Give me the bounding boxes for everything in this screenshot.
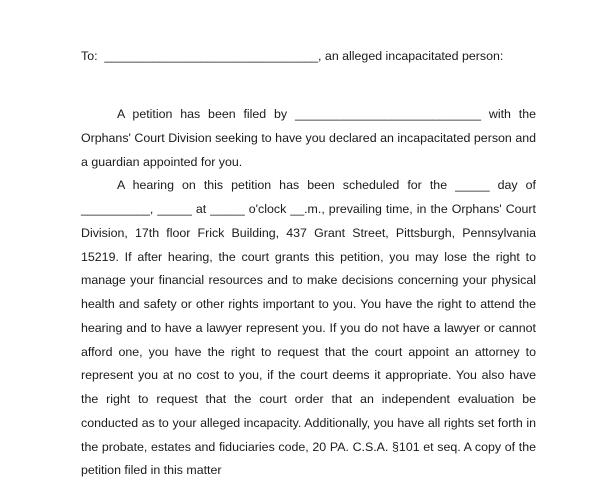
addressee-line: To: _______________________________, an alleged incapacitated person: xyxy=(81,49,504,63)
document-body xyxy=(81,103,536,483)
petition-filed-paragraph: A petition has been filed by ___________________________ with the Orphans' Court Division seeking to have you declared an incapacitated person and a guardian appointed for you. xyxy=(81,107,536,169)
hearing-paragraph: A hearing on this petition has been scheduled for the _____ day of __________, _____ at _____ o'clock __.m., prevailing time, in the Orphans' Court Division, 17th floor Frick Building, 437 Grant Street, Pittsburgh, Pennsylvania 15219. If after hearing, the court grants this petition, you may lose the right to manage your financial resources and to make decisions concerning your physical health and safety or other rights important to you. You have the right to attend the hearing and to have a lawyer represent you. If you do not have a lawyer or cannot afford one, you have the right to request that the court appoint an attorney to represent you at no cost to you, if the court deems it appropriate. You also have the right to request that the court order that an independent evaluation be conducted as to your alleged incapacity. Additionally, you have all rights set forth in the probate, estates and fiduciaries code, 20 PA. C.S.A. §101 et seq. A copy of the petition filed in this matter xyxy=(81,178,536,478)
